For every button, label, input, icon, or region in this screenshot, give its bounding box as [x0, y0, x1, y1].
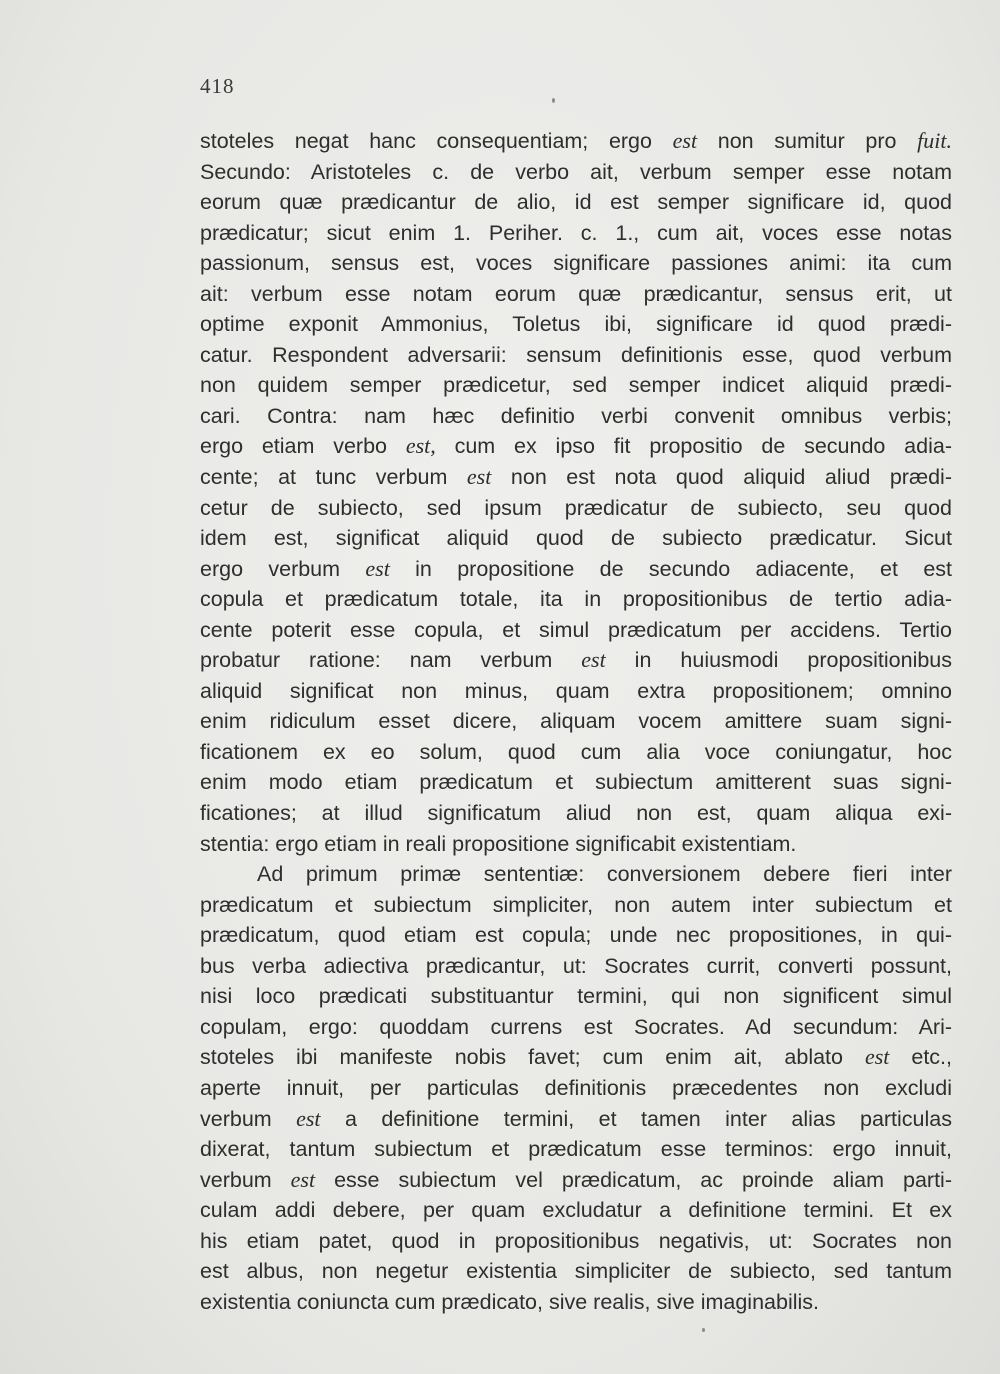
- text-segment: cente; at tunc verbum: [200, 465, 467, 490]
- text-segment: ficationes; at illud significatum aliud non est, quam aliqua exi-: [200, 801, 952, 826]
- text-segment: copulam, ergo: quoddam currens est Socrates. Ad secundum: Ari-: [200, 1014, 952, 1039]
- text-line: [200, 890, 952, 921]
- text-line: [200, 1287, 952, 1318]
- text-line: [200, 1104, 952, 1135]
- text-segment: cum ex ipso fit propositio de secundo adia-: [435, 434, 952, 459]
- text-segment: his etiam patet, quod in propositionibus negativis, ut: Socrates non: [200, 1228, 952, 1253]
- text-line: [200, 645, 952, 676]
- text-line: [200, 920, 952, 951]
- text-line: [200, 462, 952, 493]
- body-text: [200, 126, 952, 1317]
- text-segment: esse subiectum vel prædicatum, ac proinde aliam parti-: [315, 1167, 952, 1192]
- text-line: [200, 767, 952, 798]
- italic-word: est: [581, 647, 606, 673]
- text-line: [200, 340, 952, 371]
- text-line: [200, 157, 952, 188]
- text-line: [200, 1226, 952, 1257]
- text-segment: Secundo: Aristoteles c. de verbo ait, verbum semper esse notam: [200, 159, 952, 184]
- text-segment: eorum quæ prædicantur de alio, id est semper significare id, quod: [200, 190, 952, 215]
- text-segment: in huiusmodi propositionibus: [605, 648, 953, 673]
- text-segment: in propositione de secundo adiacente, et est: [389, 556, 952, 581]
- text-line: [200, 523, 952, 554]
- italic-word: est: [864, 1044, 890, 1070]
- text-segment: prædicatum et subiectum simpliciter, non autem inter subiectum et: [200, 892, 952, 917]
- text-segment: existentia coniuncta cum prædicato, sive realis, sive imaginabilis.: [200, 1289, 819, 1314]
- text-line: [200, 554, 952, 585]
- text-segment: stoteles negat hanc consequentiam; ergo: [200, 129, 673, 153]
- text-segment: optime exponit Ammonius, Toletus ibi, significare id quod prædi-: [200, 312, 952, 337]
- text-line: [200, 370, 952, 401]
- text-line: [200, 187, 952, 218]
- text-line: [200, 859, 952, 890]
- text-line: [200, 1165, 952, 1196]
- text-segment: enim ridiculum esset dicere, aliquam vocem amittere suam signi-: [200, 709, 952, 734]
- text-line: [200, 1134, 952, 1165]
- text-segment: cetur de subiecto, sed ipsum prædicatur de subiecto, seu quod: [200, 495, 952, 520]
- text-segment: Ad primum primæ sententiæ: conversionem debere fieri inter: [257, 862, 952, 887]
- text-segment: enim modo etiam prædicatum et subiectum amitterent suas signi-: [200, 770, 952, 795]
- text-segment: prædicatum, quod etiam est copula; unde nec propositiones, in qui-: [200, 923, 952, 948]
- text-line: [200, 218, 952, 249]
- paper-speck: [702, 1328, 705, 1332]
- text-segment: a definitione termini, et tamen inter alias particulas: [320, 1106, 952, 1131]
- text-line: [200, 829, 952, 860]
- text-line: [200, 126, 952, 157]
- text-segment: passionum, sensus est, voces significare passiones animi: ita cum: [200, 251, 952, 276]
- page-number: 418: [200, 74, 235, 98]
- text-segment: probatur ratione: nam verbum: [200, 648, 582, 673]
- text-line: [200, 798, 952, 829]
- text-line: [200, 676, 952, 707]
- text-line: [200, 431, 952, 462]
- text-line: [200, 279, 952, 310]
- paper-speck: [552, 98, 555, 103]
- text-segment: bus verba adiectiva prædicantur, ut: Socrates currit, converti possunt,: [200, 953, 952, 978]
- text-line: [200, 1073, 952, 1104]
- text-line: [200, 248, 952, 279]
- text-segment: stentia: ergo etiam in reali propositione significabit existentiam.: [200, 831, 797, 856]
- text-segment: aliquid significat non minus, quam extra propositionem; omnino: [200, 678, 952, 703]
- text-line: [200, 1195, 952, 1226]
- text-segment: etc.,: [889, 1045, 952, 1070]
- text-line: [200, 951, 952, 982]
- text-segment: ait: verbum esse notam eorum quæ prædicantur, sensus erit, ut: [200, 281, 952, 306]
- text-line: [200, 737, 952, 768]
- text-segment: verbum: [200, 1167, 291, 1192]
- text-line: [200, 493, 952, 524]
- text-line: [200, 584, 952, 615]
- text-line: [200, 981, 952, 1012]
- italic-word: est,: [405, 433, 436, 459]
- text-segment: non sumitur pro: [697, 129, 918, 153]
- italic-word: est: [365, 555, 390, 581]
- text-segment: ergo etiam verbo: [200, 434, 406, 459]
- text-segment: copula et prædicatum totale, ita in propositionibus de tertio adia-: [200, 587, 952, 612]
- text-line: [200, 615, 952, 646]
- text-segment: dixerat, tantum subiectum et prædicatum esse terminos: ergo innuit,: [200, 1137, 952, 1162]
- text-line: [200, 1256, 952, 1287]
- text-segment: prædicatur; sicut enim 1. Periher. c. 1., cum ait, voces esse notas: [200, 220, 952, 245]
- text-segment: idem est, significat aliquid quod de subiecto prædicatur. Sicut: [200, 526, 952, 551]
- text-segment: catur. Respondent adversarii: sensum definitionis esse, quod verbum: [200, 342, 952, 367]
- italic-word: est: [296, 1105, 321, 1131]
- text-segment: ergo verbum: [200, 556, 366, 581]
- italic-word: fuit.: [917, 128, 952, 153]
- text-line: [200, 309, 952, 340]
- italic-word: est: [466, 464, 492, 490]
- text-segment: aperte innuit, per particulas definitionis præcedentes non excludi: [200, 1075, 952, 1100]
- text-segment: stoteles ibi manifeste nobis favet; cum enim ait, ablato: [200, 1045, 865, 1070]
- text-line: [200, 706, 952, 737]
- text-segment: est albus, non negetur existentia simpliciter de subiecto, sed tantum: [200, 1259, 952, 1284]
- text-segment: culam addi debere, per quam excludatur a definitione termini. Et ex: [200, 1198, 952, 1223]
- text-line: [200, 1042, 952, 1073]
- text-segment: cari. Contra: nam hæc definitio verbi convenit omnibus verbis;: [200, 403, 952, 428]
- text-line: [200, 401, 952, 432]
- text-segment: non est nota quod aliquid aliud prædi-: [491, 465, 952, 490]
- text-line: [200, 1012, 952, 1043]
- italic-word: est: [290, 1166, 316, 1192]
- text-segment: nisi loco prædicati substituantur termini, qui non significent simul: [200, 984, 952, 1009]
- text-segment: verbum: [200, 1106, 297, 1131]
- text-segment: non quidem semper prædicetur, sed semper indicet aliquid prædi-: [200, 373, 952, 398]
- text-segment: cente poterit esse copula, et simul prædicatum per accidens. Tertio: [200, 617, 952, 642]
- text-segment: ficationem ex eo solum, quod cum alia voce coniungatur, hoc: [200, 739, 952, 764]
- italic-word: est: [672, 128, 698, 153]
